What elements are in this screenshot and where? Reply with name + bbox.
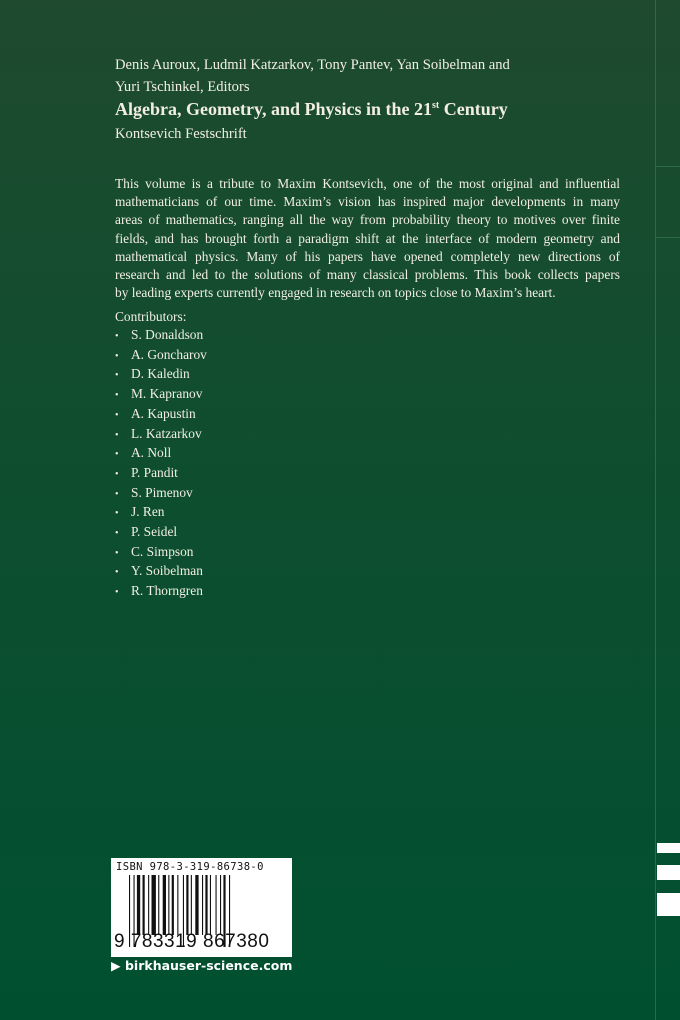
description-line: mathematicians of our time. Maxim’s vision has inspired major developments in many xyxy=(115,194,620,210)
spine-divider xyxy=(656,237,680,238)
contributor-item: • L. Katzarkov xyxy=(115,425,207,445)
contributor-item: • A. Goncharov xyxy=(115,346,207,366)
contributor-item: • Y. Soibelman xyxy=(115,562,207,582)
barcode-digits: 9 783319 867380 xyxy=(114,931,270,952)
isbn-barcode xyxy=(111,858,292,957)
contributor-item: • A. Noll xyxy=(115,444,207,464)
description-line: areas of mathematics, ranging all the way from probability theory to motives over finite xyxy=(115,212,620,228)
description-line: research and led to the solutions of many classical problems. This book collects papers xyxy=(115,267,620,283)
arrow-right-icon: ▶ xyxy=(111,958,121,973)
contributor-item: • D. Kaledin xyxy=(115,365,207,385)
spine-fold-line xyxy=(655,0,656,1020)
barcode-bar xyxy=(202,875,203,935)
contributor-item: • P. Pandit xyxy=(115,464,207,484)
title-superscript: st xyxy=(432,100,440,111)
title-text-end: Century xyxy=(439,99,508,119)
contributor-item: • S. Donaldson xyxy=(115,326,207,346)
description-line: This volume is a tribute to Maxim Kontsevich, one of the most original and influential xyxy=(115,176,620,191)
spine-tab-mark xyxy=(657,865,680,880)
barcode-bar xyxy=(163,875,166,935)
contributor-item: • C. Simpson xyxy=(115,543,207,563)
isbn-text: ISBN 978-3-319-86738-0 xyxy=(116,861,264,873)
barcode-bar xyxy=(158,875,159,935)
barcode-bar xyxy=(195,875,198,935)
title-text: Algebra, Geometry, and Physics in the 21 xyxy=(115,99,432,119)
contributors-list xyxy=(115,326,207,602)
barcode-bar xyxy=(168,875,169,935)
description-line: fields, and has brought forth a paradigm shift at the interface of modern geometry and xyxy=(115,230,620,246)
barcode-bar xyxy=(220,875,221,935)
barcode-bar xyxy=(143,875,145,935)
contributor-item: • M. Kapranov xyxy=(115,385,207,405)
description-line: mathematical physics. Many of his papers have opened completely new directions of xyxy=(115,248,620,264)
editors xyxy=(115,54,635,98)
contributor-item: • A. Kapustin xyxy=(115,405,207,425)
editors-line: Denis Auroux, Ludmil Katzarkov, Tony Pantev, Yan Soibelman and xyxy=(115,57,510,73)
contributor-item: • P. Seidel xyxy=(115,523,207,543)
barcode-bar xyxy=(148,875,149,935)
spine-divider xyxy=(656,166,680,167)
book-subtitle: Kontsevich Festschrift xyxy=(115,126,247,142)
contributor-item: • J. Ren xyxy=(115,503,207,523)
barcode-bar xyxy=(205,875,207,935)
website-link[interactable] xyxy=(111,958,292,973)
spine-tab-mark xyxy=(657,893,680,916)
description xyxy=(115,175,620,302)
barcode-bar xyxy=(210,875,211,935)
barcode-bar xyxy=(137,875,140,935)
website-text: birkhauser-science.com xyxy=(124,958,293,973)
barcode-bar xyxy=(216,875,217,935)
contributors-heading: Contributors: xyxy=(115,309,187,324)
barcode-bar xyxy=(152,875,156,935)
barcode-bar xyxy=(172,875,174,935)
spine-tab-mark xyxy=(657,843,680,853)
contributor-item: • R. Thorngren xyxy=(115,582,207,602)
book-title xyxy=(115,99,508,120)
barcode-bar xyxy=(177,875,178,935)
barcode-bar xyxy=(186,875,188,935)
contributor-item: • S. Pimenov xyxy=(115,484,207,504)
barcode-bar xyxy=(191,875,192,935)
description-line: by leading experts currently engaged in research on topics close to Maxim’s heart. xyxy=(115,285,556,301)
editors-line: Yuri Tschinkel, Editors xyxy=(115,79,250,95)
